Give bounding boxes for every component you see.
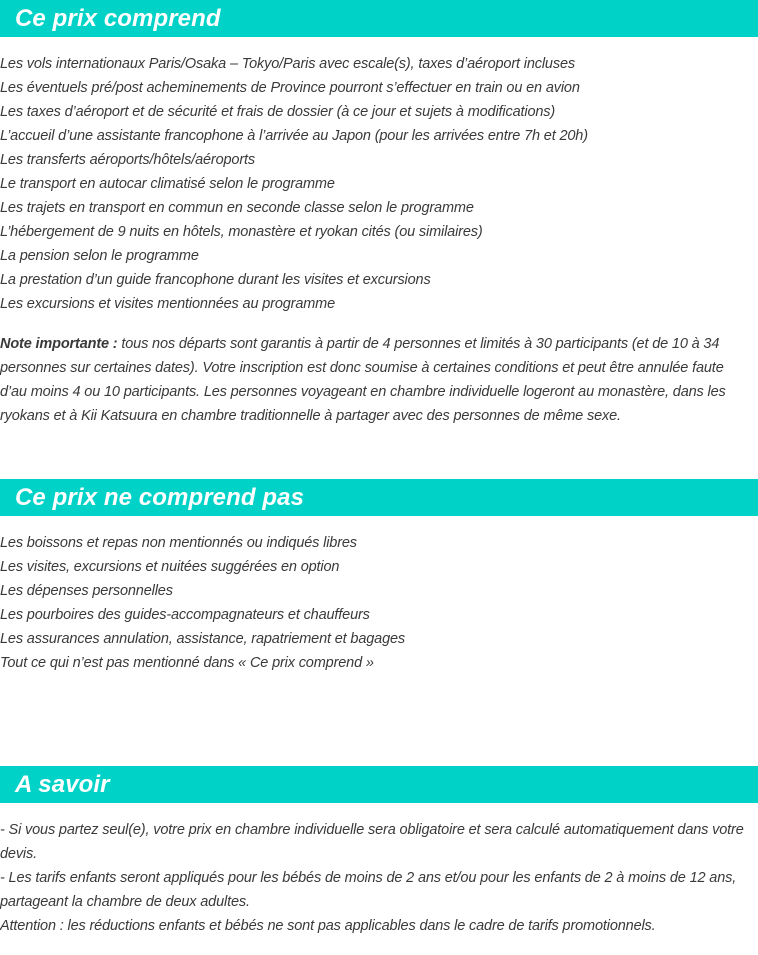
list-item: Les excursions et visites mentionnées au programme bbox=[0, 296, 336, 312]
section-header-a-savoir bbox=[0, 766, 758, 803]
list-item: La prestation d’un guide francophone durant les visites et excursions bbox=[0, 272, 431, 288]
section-title: A savoir bbox=[15, 771, 110, 798]
info-line: - Si vous partez seul(e), votre prix en chambre individuelle sera obligatoire et sera calculé automatiquement dans votre devis. bbox=[0, 822, 744, 862]
list-item: Tout ce qui n’est pas mentionné dans « Ce prix comprend » bbox=[0, 655, 374, 671]
section-header-ce-prix-comprend bbox=[0, 0, 758, 37]
section-title: Ce prix ne comprend pas bbox=[15, 484, 305, 511]
list-item: Les visites, excursions et nuitées suggérées en option bbox=[0, 559, 340, 575]
list-item: Les transferts aéroports/hôtels/aéroports bbox=[0, 152, 255, 168]
note-label: Note importante : bbox=[0, 336, 118, 352]
list-item: La pension selon le programme bbox=[0, 248, 199, 264]
important-note bbox=[0, 332, 752, 428]
section-header-ce-prix-ne-comprend-pas bbox=[0, 479, 758, 516]
a-savoir-text bbox=[0, 818, 752, 938]
list-item: L’hébergement de 9 nuits en hôtels, monastère et ryokan cités (ou similaires) bbox=[0, 224, 483, 240]
list-item: L’accueil d’une assistante francophone à l’arrivée au Japon (pour les arrivées entre 7h et 20h) bbox=[0, 128, 588, 144]
included-list bbox=[0, 52, 758, 316]
section-title: Ce prix comprend bbox=[15, 5, 221, 32]
not-included-list bbox=[0, 531, 758, 675]
list-item: Les assurances annulation, assistance, rapatriement et bagages bbox=[0, 631, 406, 647]
list-item: Les vols internationaux Paris/Osaka – Tokyo/Paris avec escale(s), taxes d’aéroport incluses bbox=[0, 56, 575, 72]
info-line: - Les tarifs enfants seront appliqués pour les bébés de moins de 2 ans et/ou pour les enfants de 2 à moins de 12 ans, partageant la chambre de deux adultes. bbox=[0, 870, 737, 910]
list-item: Les dépenses personnelles bbox=[0, 583, 173, 599]
note-text: tous nos départs sont garantis à partir de 4 personnes et limités à 30 participants (et de 10 à 34 personnes sur certaines dates). Votre inscription est donc soumise à certaines conditions et peut être annulée faute d’au moins 4 ou 10 participants. Les personnes voyageant en chambre individuelle logeront au monastère, dans les ryokans et à Kii Katsuura en chambre traditionnelle à partager avec des personnes de même sexe. bbox=[0, 336, 726, 424]
info-line: Attention : les réductions enfants et bébés ne sont pas applicables dans le cadre de tarifs promotionnels. bbox=[0, 918, 656, 934]
list-item: Les éventuels pré/post acheminements de Province pourront s’effectuer en train ou en avion bbox=[0, 80, 580, 96]
list-item: Les pourboires des guides-accompagnateurs et chauffeurs bbox=[0, 607, 370, 623]
list-item: Le transport en autocar climatisé selon le programme bbox=[0, 176, 335, 192]
list-item: Les taxes d’aéroport et de sécurité et frais de dossier (à ce jour et sujets à modifications) bbox=[0, 104, 556, 120]
list-item: Les boissons et repas non mentionnés ou indiqués libres bbox=[0, 535, 357, 551]
list-item: Les trajets en transport en commun en seconde classe selon le programme bbox=[0, 200, 474, 216]
